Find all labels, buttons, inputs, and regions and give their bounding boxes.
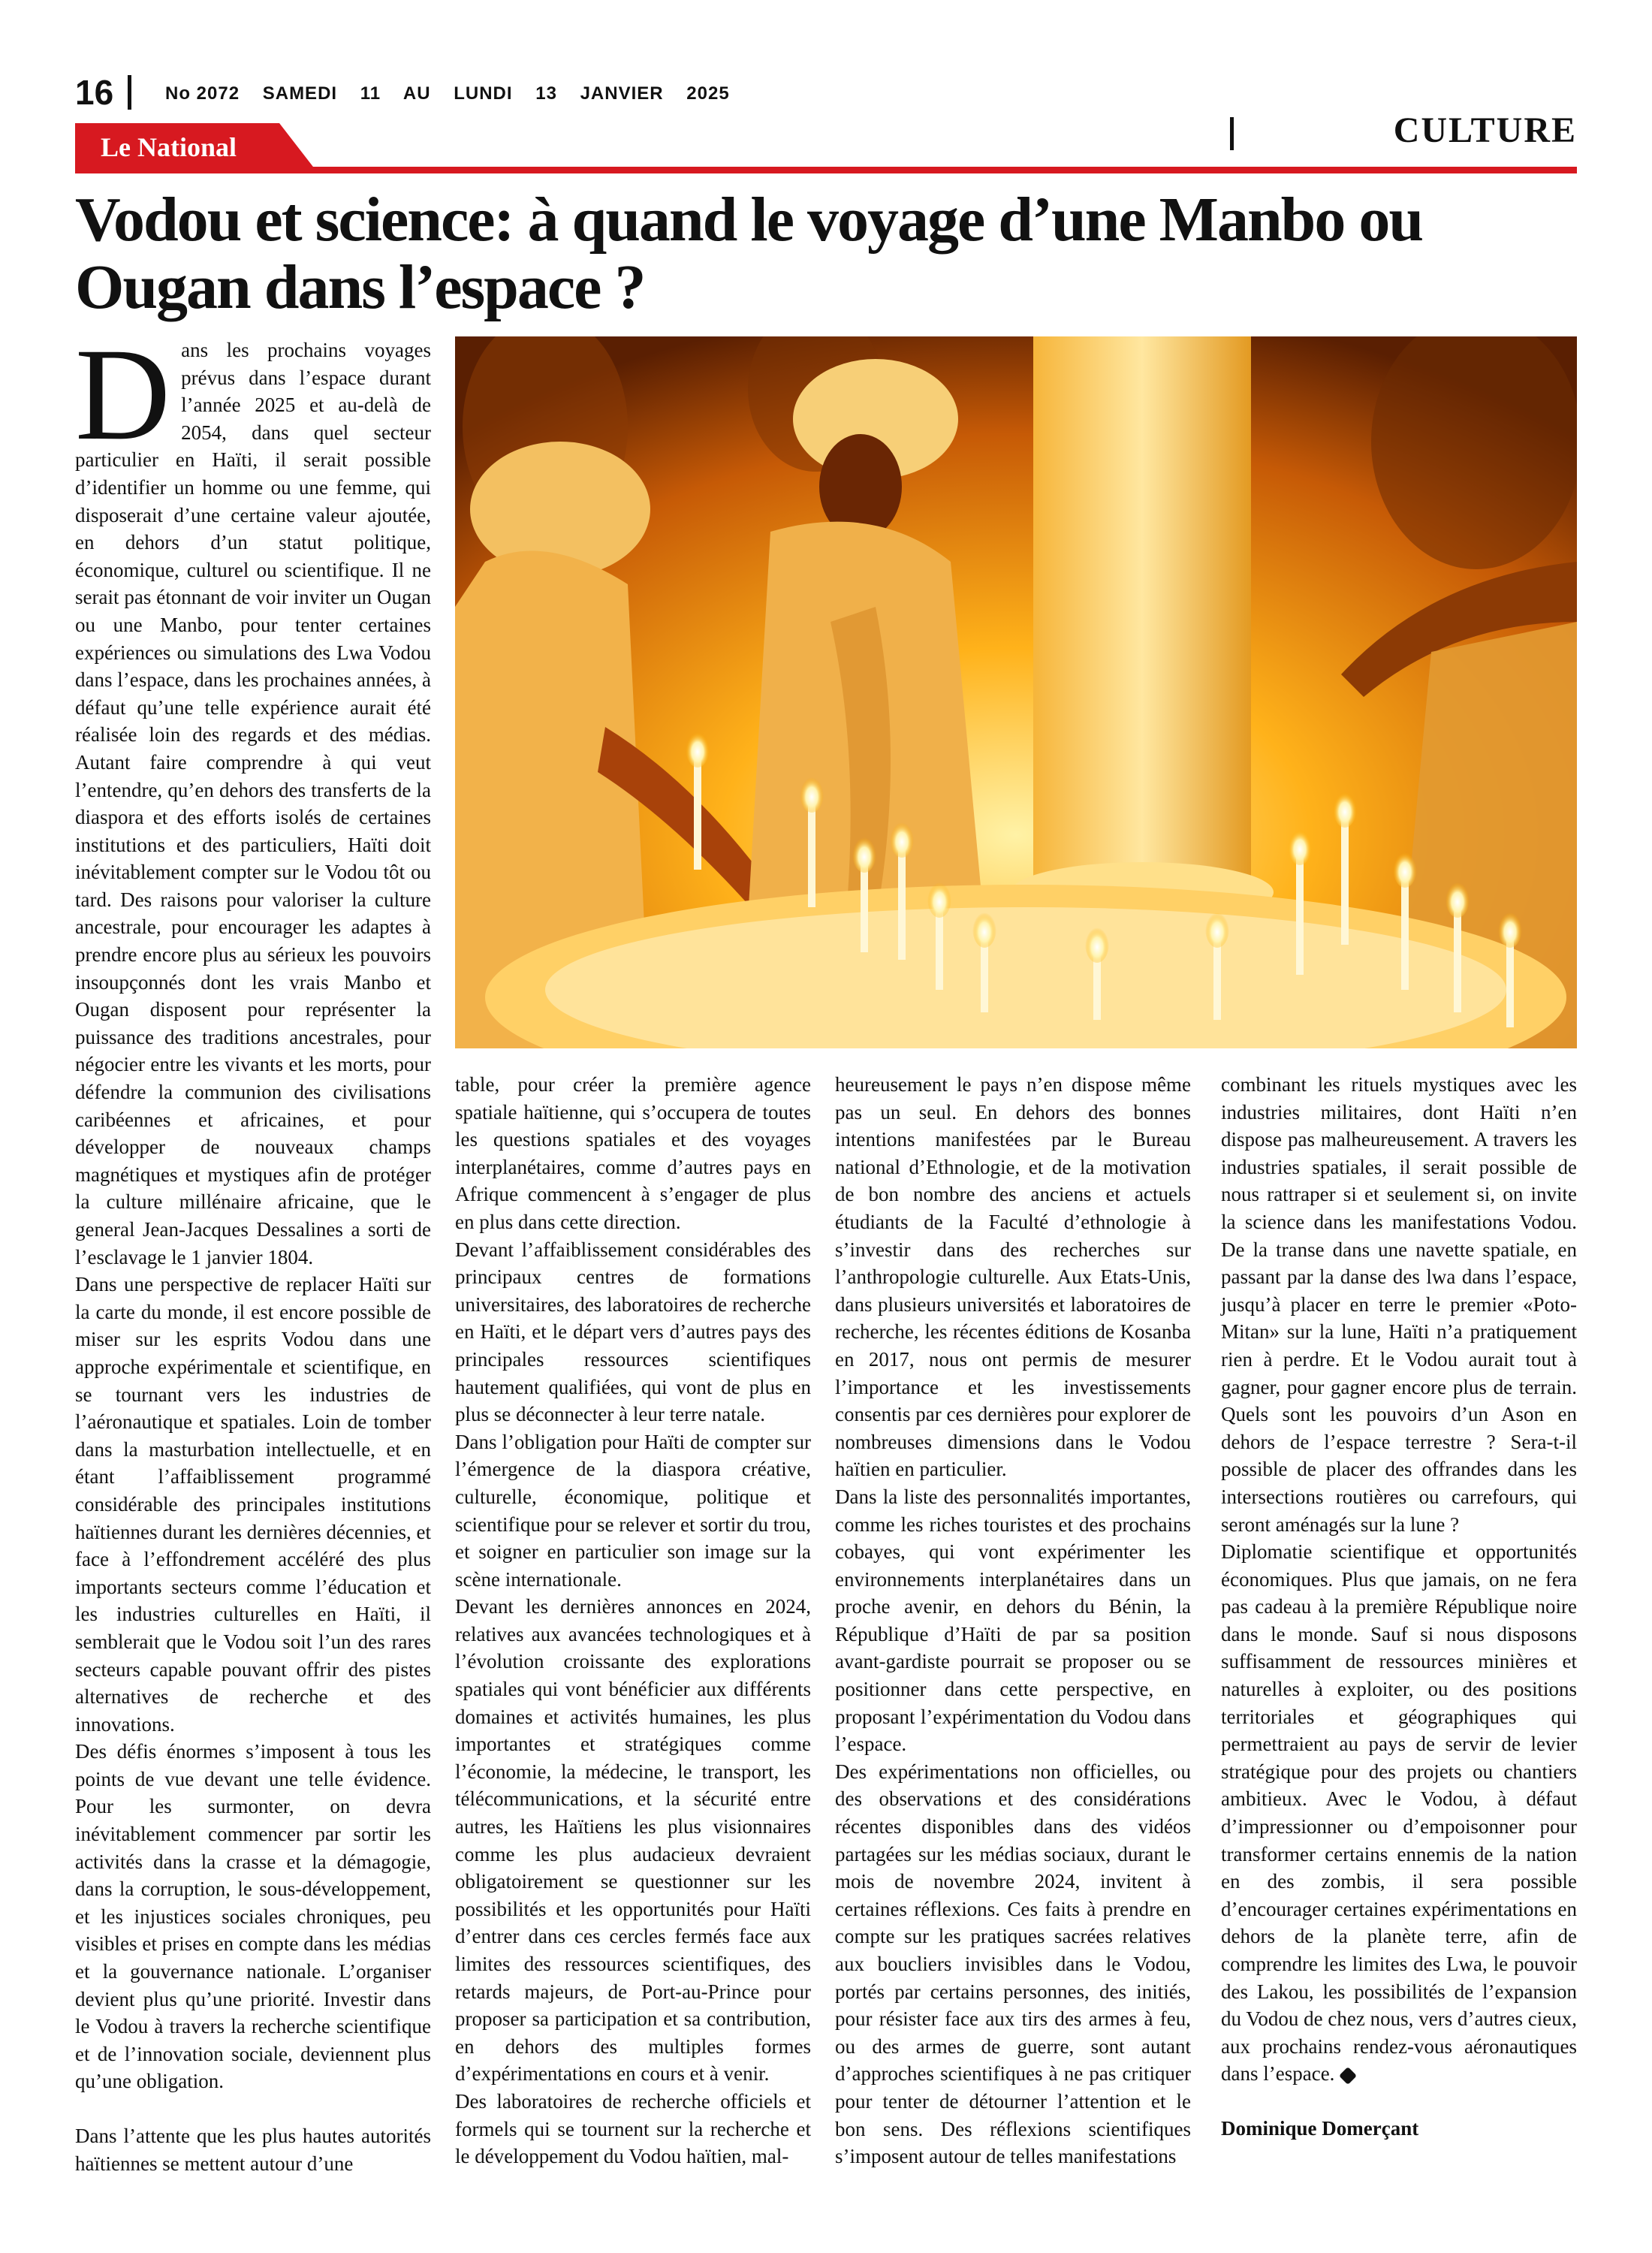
paragraph-final [1221, 1538, 1577, 2088]
candle-ceremony-photo [455, 336, 1577, 1048]
paragraph: Dans la liste des personnalités importantes, comme les riches touristes et des prochains cobayes, qui vont expérimenter les environnements interplanétaires dans un proche avenir, en dehors du Bénin, la République d’Haïti de par sa position avant-gardiste pourrait se proposer ou se positionner dans cette perspective, en proposant l’expérimentation du Vodou dans l’espace. [835, 1485, 1191, 1756]
article-headline: Vodou et science: à quand le voyage d’une Manbo ou Ougan dans l’espace ? [75, 185, 1423, 322]
paragraph: Devant les dernières annonces en 2024, relatives aux avancées technologiques et à l’évolution croissante des explorations spatiales qui vont bénéficier aux différents domaines et activités humaines, les plus importantes et stratégiques comme l’économie, la médecine, le transport, les télécommunications, et la sécurité entre autres, les Haïtiens les plus visionnaires comme les plus audacieux devraient obligatoirement se questionner sur les possibilités et les opportunités pour Haïti d’entrer dans ces cercles fermés face aux limites des ressources scientifiques, des retards majeurs, de Port-au-Prince pour proposer sa participation et sa contribution, en dehors des multiples formes d’expérimentations en cours et à venir. [455, 1595, 811, 2086]
paragraph: Dans l’obligation pour Haïti de compter sur l’émergence de la diaspora créative, culturelle, économique, politique et scientifique pour se relever et sortir du trou, et soigner en particulier son image sur la scène internationale. [455, 1430, 811, 1591]
paragraph: table, pour créer la première agence spatiale haïtienne, qui s’occupera de toutes les questions spatiales et des voyages interplanétaires, comme d’autres pays en Afrique commencent à s’engager de plus en plus dans cette direction. [455, 1073, 811, 1233]
paragraph: combinant les rituels mystiques avec les industries militaires, dont Haïti n’en dispose pas malheureusement. A travers les industries spatiales, il serait possible de nous rattraper si et seulement si, on invite la science dans les manifestations Vodou. De la transe dans une navette spatiale, en passant par la danse des lwa dans l’espace, jusqu’à placer en terre le premier «Poto-Mitan» sur la lune, Haïti n’a pratiquement rien à perdre. Et le Vodou aurait tout à gagner, pour gagner encore plus de terrain. Quels sont les pouvoirs d’un Ason en dehors de l’espace terrestre ? Sera-t-il possible de placer des offrandes dans les intersections routières ou carrefours, qui seront aménagés sur la lune ? [1221, 1073, 1577, 1536]
article-column-4 [1221, 1071, 1577, 2182]
page-header [75, 72, 826, 113]
article-column-3 [835, 1071, 1191, 2182]
article-column-1 [75, 321, 431, 2184]
section-title: CULTURE [1393, 110, 1577, 150]
paragraph: Des expérimentations non officielles, ou des observations et des considérations récentes disponibles dans des vidéos partagées sur les médias sociaux, durant le mois de novembre 2024, invitent à certaines réflexions. Ces faits à prendre en compte sur les pratiques sacrées relatives aux boucliers invisibles dans le Vodou, portés par certains personnes, des initiés, pour résister face aux tirs des armes à feu, ou des armes de guerre, sont autant d’approches scientifiques à ne pas critiquer pour tenter de détourner l’attention et le bon sens. Des réflexions scientifiques s’imposent autour de telles manifestations [835, 1760, 1191, 2168]
masthead-title: Le National [101, 132, 237, 162]
author-byline: Dominique Domerçant [1221, 2116, 1419, 2140]
header-red-rule [75, 167, 1577, 173]
paragraph: Dans l’attente que les plus hautes autorités haïtiennes se mettent autour d’une [75, 2125, 431, 2175]
paragraph: Devant l’affaiblissement considérables des principaux centres de formations universitaires, des laboratoires de recherche en Haïti, et le départ vers d’autres pays des principales ressources scientifiques hautement qualifiées, qui vont de plus en plus se déconnecter à leur terre natale. [455, 1238, 811, 1426]
end-mark-icon [1339, 2067, 1357, 2085]
article-photo [455, 336, 1577, 1048]
page-number-divider [128, 75, 131, 110]
paragraph: Dans une perspective de replacer Haïti sur la carte du monde, il est encore possible de miser sur les esprits Vodou dans une approche expérimentale et scientifique, en se tournant vers les industries de l’aéronautique et spatiales. Loin de tomber dans la masturbation intellectuelle, et en étant l’affaiblissement programmé considérable des principales institutions haïtiennes durant les dernières décennies, et face à l’effondrement accéléré des plus importants secteurs comme l’éducation et les industries culturelles en Haïti, il semblerait que le Vodou soit l’un des rares secteurs capable pouvant offrir des pistes alternatives de recherche et des innovations. [75, 1273, 431, 1736]
section-divider [1230, 117, 1234, 150]
paragraph-gap [75, 2095, 431, 2122]
drop-cap: D [75, 321, 171, 468]
issue-date-line: No 2072 SAMEDI 11 AU LUNDI 13 JANVIER 2025 [165, 83, 730, 104]
masthead-band [75, 123, 315, 170]
article-column-2 [455, 1071, 811, 2182]
paragraph: heureusement le pays n’en dispose même pas un seul. En dehors des bonnes intentions manifestées par le Bureau national d’Ethnologie, et de la motivation de bon nombre des anciens et actuels étudiants de la Faculté d’ethnologie à s’investir dans des recherches sur l’anthropologie culturelle. Aux Etats-Unis, dans plusieurs universités et laboratoires de recherche, les récentes éditions de Kosanba en 2017, nous ont permis de mesurer l’importance et les investissements consentis par ces dernières pour explorer de nombreuses dimensions dans le Vodou haïtien en particulier. [835, 1073, 1191, 1481]
paragraph: ans les prochains voyages prévus dans l’espace durant l’année 2025 et au-delà de 2054, dans quel secteur particulier en Haïti, il serait possible d’identifier un homme ou une femme, qui disposerait d’une certaine valeur ajoutée, en dehors d’un statut politique, économique, culturel ou scientifique. Il ne serait pas étonnant de voir inviter un Ougan ou une Manbo, pour tenter certaines expériences ou simulations des Lwa Vodou dans l’espace, dans les prochaines années, à défaut qu’une telle expérience aurait été réalisée loin des regards et des médias. Autant faire comprendre à qui veut l’entendre, qu’en dehors des transferts de la diaspora et des efforts isolés de certaines institutions et des particuliers, Haïti doit inévitablement compter sur le Vodou tôt ou tard. Des raisons pour valoriser la culture ancestrale, pour encourager les adaptes à prendre encore plus au sérieux les pouvoirs insoupçonnés dont les vrais Manbo et Ougan disposent pour représenter la puissance des traditions ancestrales, pour négocier entre les vivants et les morts, pour défendre la communion des civilisations caribéennes et africaines, et pour développer de nouveaux champs magnétiques et mystiques afin de protéger la culture millénaire africaine, que le general Jean-Jacques Dessalines a sorti de l’esclavage le 1 janvier 1804. [75, 339, 431, 1268]
page-number: 16 [75, 73, 114, 112]
paragraph: Des laboratoires de recherche officiels et formels qui se tournent sur la recherche et le développement du Vodou haïtien, mal- [455, 2089, 811, 2168]
paragraph: Des défis énormes s’imposent à tous les points de vue devant une telle évidence. Pour les surmonter, on devra inévitablement commencer par sortir les activités dans la crasse et la démagogie, dans la corruption, le sous-développement, et les injustices sociales chroniques, peu visibles et prises en compte dans les médias et la gouvernance nationale. L’organiser devient plus qu’une priorité. Investir dans le Vodou à travers la recherche scientifique et de l’innovation sociale, deviennent plus qu’une obligation. [75, 1740, 431, 2093]
paragraph-final-text: Diplomatie scientifique et opportunités économiques. Plus que jamais, on ne fera pas cadeau à la première République noire dans le monde. Sauf si nous disposons suffisamment de ressources minières et naturelles à exploiter, ou des positions territoriales et géographiques qui permettraient au pays de servir de levier stratégique pour des projets ou chantiers ambitieux. Avec le Vodou, à défaut d’impressionner ou d’empoisonner pour transformer certains ennemis de la nation en des zombis, il sera possible d’encourager certaines expérimentations en dehors de la planète terre, afin de comprendre les limites des Lwa, le pouvoir des Lakou, les possibilités de l’expansion du Vodou de chez nous, vers d’autres cieux, aux prochains rendez-vous aéronautiques dans l’espace. [1221, 1540, 1577, 2086]
